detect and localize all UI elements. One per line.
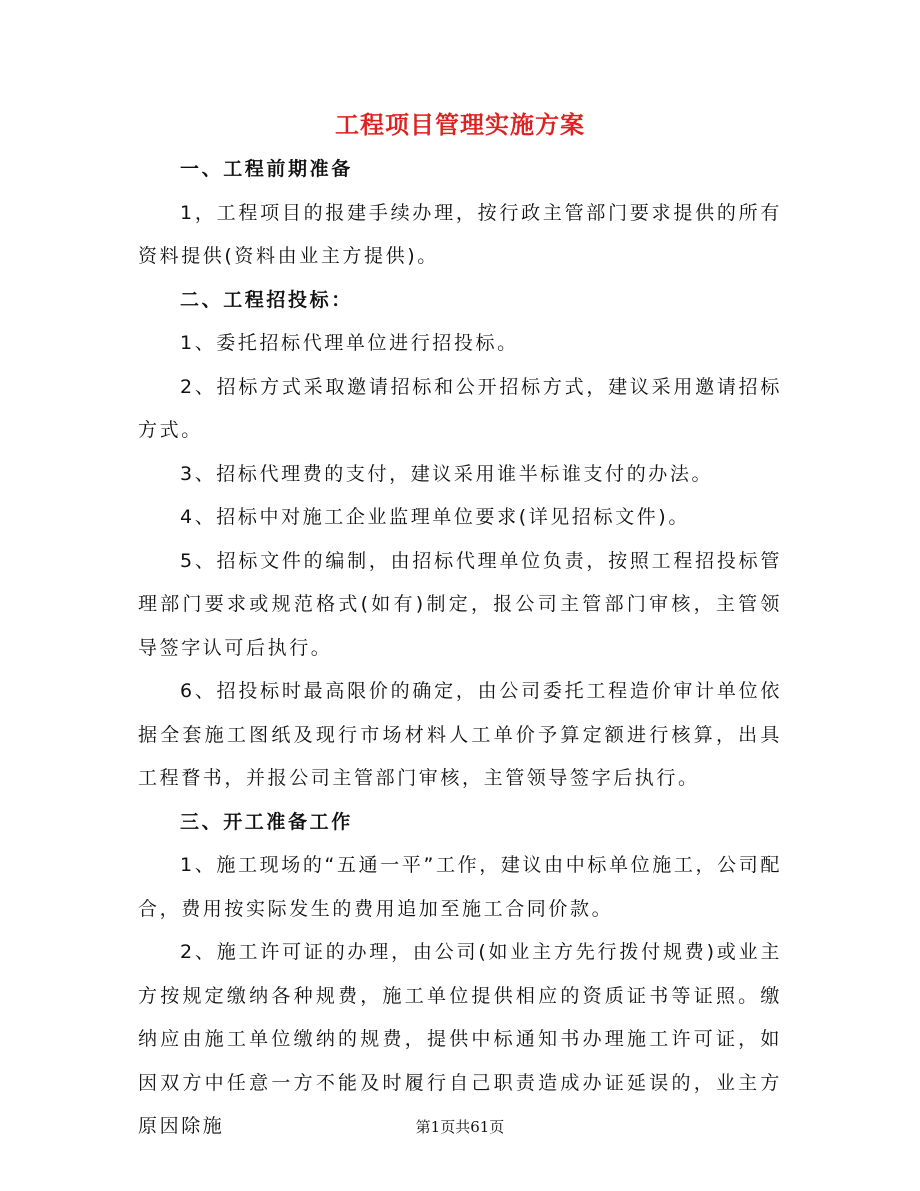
- paragraph: 2、招标方式采取邀请招标和公开招标方式，建议采用邀请招标方式。: [138, 375, 782, 441]
- document-title: 工程项目管理实施方案: [335, 110, 585, 139]
- page-number-footer: 第1页共61页: [415, 1118, 505, 1136]
- paragraph: 2、施工许可证的办理，由公司(如业主方先行拨付规费)或业主方按规定缴纳各种规费，施工单位提供相应的资质证书等证照。缴纳应由施工单位缴纳的规费，提供中标通知书办理施工许可证，如因双方中任意一方不能及时履行自己职责造成办证延误的，业主方原因除施: [138, 941, 782, 1137]
- paragraph: 3、招标代理费的支付，建议采用谁半标谁支付的办法。: [180, 462, 714, 485]
- paragraph: 1、委托招标代理单位进行招投标。: [180, 332, 519, 354]
- paragraph: 1、施工现场的“五通一平”工作，建议由中标单位施工，公司配合，费用按实际发生的费用追加至施工合同价款。: [138, 854, 782, 920]
- paragraph: 1，工程项目的报建手续办理，按行政主管部门要求提供的所有资料提供(资料由业主方提供)。: [138, 201, 782, 267]
- section-heading: 三、开工准备工作: [180, 810, 353, 833]
- document-body: [138, 148, 782, 1149]
- paragraph: 4、招标中对施工企业监理单位要求(详见招标文件)。: [180, 506, 690, 528]
- paragraph: 6、招投标时最高限价的确定，由公司委托工程造价审计单位依据全套施工图纸及现行市场材料人工单价予算定额进行核算，出具工程瞀书，并报公司主管部门审核，主管领导签字后执行。: [138, 680, 782, 789]
- section-heading: 一、工程前期准备: [180, 158, 353, 180]
- section-heading: 二、工程招投标：: [180, 288, 353, 311]
- paragraph: 5、招标文件的编制，由招标代理单位负责，按照工程招投标管理部门要求或规范格式(如有)制定，报公司主管部门审核，主管领导签字认可后执行。: [138, 549, 782, 659]
